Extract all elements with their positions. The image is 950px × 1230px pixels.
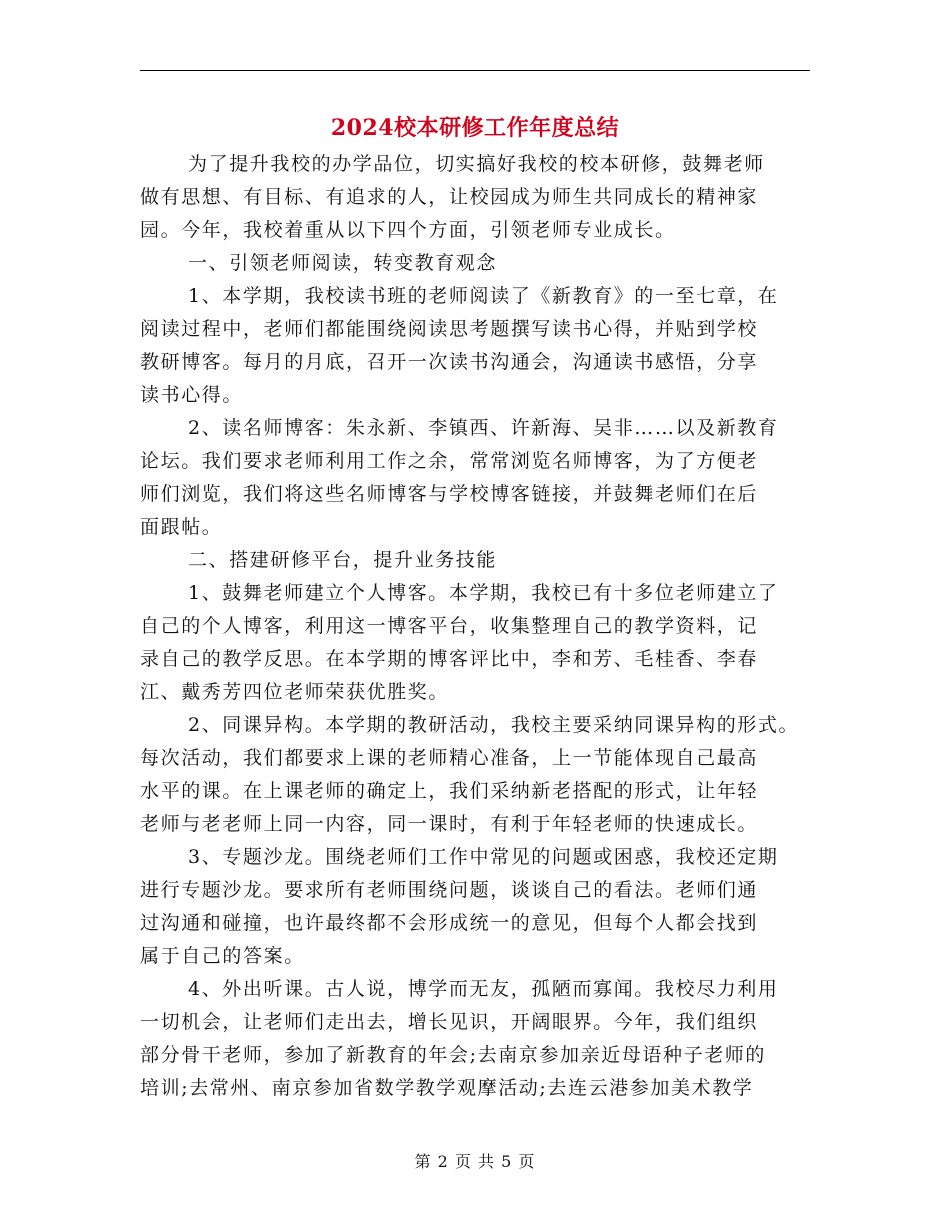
paragraph-line: 每次活动，我们都要求上课的老师精心准备，上一节能体现自己最高: [140, 747, 759, 769]
paragraph-line: 2、同课异构。本学期的教研活动，我校主要采纳同课异构的形式。: [188, 714, 800, 736]
paragraph-line: 自己的个人博客，利用这一博客平台，收集整理自己的教学资料，记: [140, 615, 759, 637]
header-rule: [140, 70, 810, 71]
section-heading: 二、搭建研修平台，提升业务技能: [188, 549, 498, 571]
paragraph-line: 3、专题沙龙。围绕老师们工作中常见的问题或困惑，我校还定期: [188, 846, 779, 868]
paragraph-line: 部分骨干老师，参加了新教育的年会;去南京参加亲近母语种子老师的: [140, 1044, 767, 1066]
paragraph-line: 读书心得。: [140, 384, 244, 406]
paragraph-line: 论坛。我们要求老师利用工作之余，常常浏览名师博客，为了方便老: [140, 450, 759, 472]
document-title: 2024校本研修工作年度总结: [330, 115, 620, 141]
paragraph-line: 江、戴秀芳四位老师荣获优胜奖。: [140, 681, 450, 703]
paragraph-line: 做有思想、有目标、有追求的人，让校园成为师生共同成长的精神家: [140, 186, 759, 208]
paragraph-line: 面跟帖。: [140, 516, 223, 538]
paragraph-line: 录自己的教学反思。在本学期的博客评比中，李和芳、毛桂香、李春: [140, 648, 759, 670]
page-footer: 第 2 页 共 5 页: [414, 1152, 536, 1171]
paragraph-line: 1、本学期，我校读书班的老师阅读了《新教育》的一至七章，在: [188, 285, 779, 307]
paragraph-line: 1、鼓舞老师建立个人博客。本学期，我校已有十多位老师建立了: [188, 582, 779, 604]
paragraph-line: 过沟通和碰撞，也许最终都不会形成统一的意见，但每个人都会找到: [140, 912, 759, 934]
paragraph-line: 一切机会，让老师们走出去，增长见识，开阔眼界。今年，我们组织: [140, 1011, 759, 1033]
paragraph-line: 2、读名师博客：朱永新、李镇西、许新海、吴非……以及新教育: [188, 417, 779, 439]
document-body: [140, 148, 810, 1105]
paragraph-line: 培训;去常州、南京参加省数学教学观摩活动;去连云港参加美术教学: [140, 1077, 754, 1099]
paragraph-line: 师们浏览，我们将这些名师博客与学校博客链接，并鼓舞老师们在后: [140, 483, 759, 505]
paragraph-line: 园。今年，我校着重从以下四个方面，引领老师专业成长。: [140, 219, 676, 241]
paragraph-line: 水平的课。在上课老师的确定上，我们采纳新老搭配的形式，让年轻: [140, 780, 759, 802]
paragraph-line: 老师与老老师上同一内容，同一课时，有利于年轻老师的快速成长。: [140, 813, 759, 835]
section-heading: 一、引领老师阅读，转变教育观念: [188, 252, 498, 274]
paragraph-line: 阅读过程中，老师们都能围绕阅读思考题撰写读书心得，并贴到学校: [140, 318, 759, 340]
paragraph-line: 为了提升我校的办学品位，切实搞好我校的校本研修，鼓舞老师: [188, 153, 765, 175]
paragraph-line: 教研博客。每月的月底，召开一次读书沟通会，沟通读书感悟，分享: [140, 351, 759, 373]
paragraph-line: 4、外出听课。古人说，博学而无友，孤陋而寡闻。我校尽力利用: [188, 978, 779, 1000]
paragraph-line: 进行专题沙龙。要求所有老师围绕问题，谈谈自己的看法。老师们通: [140, 879, 759, 901]
paragraph-line: 属于自己的答案。: [140, 945, 305, 967]
